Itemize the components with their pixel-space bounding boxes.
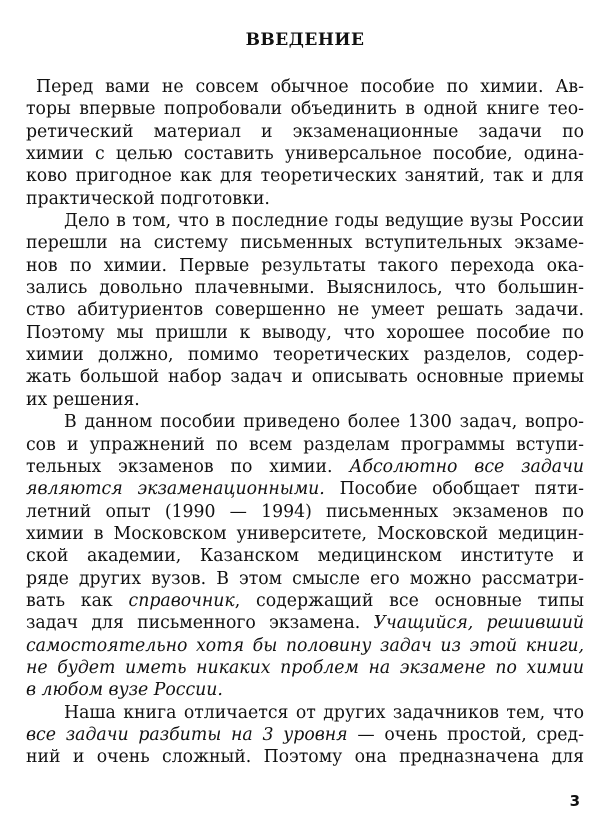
text-line bbox=[26, 612, 584, 634]
text-line bbox=[26, 679, 584, 701]
text-line bbox=[26, 165, 584, 187]
text-segment: задач для письменного экзамена. bbox=[26, 613, 374, 634]
italic-segment: справочник bbox=[128, 590, 235, 611]
text-segment: Дело в том, что в последние годы ведущие вузы России bbox=[64, 211, 584, 232]
text-line bbox=[26, 277, 584, 299]
italic-segment: не будет иметь никаких проблем на экзамене по химии bbox=[26, 657, 584, 678]
text-segment: , содержащий все основные типы bbox=[234, 590, 584, 611]
page-title: ВВЕДЕНИЕ bbox=[245, 30, 365, 50]
text-line bbox=[26, 188, 584, 210]
text-line bbox=[26, 545, 584, 567]
text-segment: Наша книга отличается от других задачников тем, что bbox=[64, 702, 584, 723]
italic-segment: самостоятельно хотя бы половину задач из этой книги, bbox=[26, 635, 584, 656]
text-segment: — очень простой, сред- bbox=[347, 724, 584, 745]
text-line bbox=[26, 210, 584, 232]
text-line bbox=[26, 344, 584, 366]
text-segment: ряде других вузов. В этом смысле его можно рассматри- bbox=[26, 568, 584, 589]
text-line bbox=[26, 299, 584, 321]
page-number: 3 bbox=[569, 792, 580, 810]
text-line bbox=[26, 635, 584, 657]
text-segment: перешли на систему письменных вступительных экзаме- bbox=[26, 233, 584, 254]
text-line bbox=[26, 121, 584, 143]
text-segment: сов и упражнений по всем разделам программы вступи- bbox=[26, 434, 584, 455]
text-segment: торы впервые попробовали объединить в одной книге тео- bbox=[26, 99, 584, 120]
italic-segment: в любом вузе России. bbox=[26, 680, 223, 701]
text-line bbox=[26, 434, 584, 456]
text-segment: их решения. bbox=[26, 389, 140, 410]
text-line bbox=[26, 366, 584, 388]
text-line bbox=[26, 98, 584, 120]
text-segment: нов по химии. Первые результаты такого перехода ока- bbox=[26, 255, 584, 276]
text-line bbox=[26, 590, 584, 612]
text-line bbox=[26, 456, 584, 478]
italic-segment: Учащийся, решивший bbox=[373, 613, 584, 634]
italic-segment: все задачи разбиты на 3 уровня bbox=[26, 724, 348, 745]
text-segment: тельных экзаменов по химии. bbox=[26, 456, 350, 477]
text-line bbox=[26, 724, 584, 746]
text-segment: зались довольно плачевными. Выяснилось, что большин- bbox=[26, 278, 584, 299]
italic-segment: Абсолютно все задачи bbox=[349, 456, 584, 477]
text-segment: жать большой набор задач и описывать основные приемы bbox=[26, 367, 584, 388]
text-segment: химии должно, помимо теоретических разделов, содер- bbox=[26, 345, 584, 366]
text-line bbox=[26, 255, 584, 277]
text-segment: В данном пособии приведено более 1300 задач, вопро- bbox=[64, 412, 584, 433]
text-segment: ково пригодное как для теоретических занятий, так и для bbox=[26, 166, 584, 187]
text-line bbox=[26, 746, 584, 768]
text-line bbox=[26, 657, 584, 679]
text-segment: практической подготовки. bbox=[26, 188, 270, 209]
text-segment: летний опыт (1990 — 1994) письменных экзаменов по bbox=[26, 501, 584, 522]
italic-segment: являются экзаменационными. bbox=[26, 479, 325, 500]
text-line bbox=[26, 389, 584, 411]
text-segment: ний и очень сложный. Поэтому она предназначена для bbox=[26, 747, 584, 768]
book-page bbox=[26, 0, 584, 819]
body-text bbox=[26, 76, 584, 769]
text-segment: химии в Московском университете, Московской медицин- bbox=[26, 523, 584, 544]
text-line bbox=[26, 523, 584, 545]
text-segment: ретический материал и экзаменационные задачи по bbox=[26, 121, 584, 142]
text-segment: химии с целью составить универсальное пособие, одина- bbox=[26, 144, 584, 165]
text-segment: ство абитуриентов совершенно не умеет решать задачи. bbox=[26, 300, 584, 321]
text-segment: Перед вами не совсем обычное пособие по химии. Ав- bbox=[36, 77, 584, 97]
text-line bbox=[26, 478, 584, 500]
text-line bbox=[26, 322, 584, 344]
text-line bbox=[26, 702, 584, 724]
text-segment: вать как bbox=[26, 590, 129, 611]
text-line bbox=[26, 143, 584, 165]
text-segment: Пособие обобщает пяти- bbox=[324, 479, 584, 500]
text-segment: ской академии, Казанском медицинском институте и bbox=[26, 546, 584, 567]
text-line bbox=[26, 501, 584, 523]
text-line bbox=[26, 411, 584, 433]
text-line bbox=[26, 568, 584, 590]
text-line bbox=[26, 232, 584, 254]
text-segment: Поэтому мы пришли к выводу, что хорошее пособие по bbox=[26, 322, 584, 343]
text-line bbox=[26, 76, 584, 98]
